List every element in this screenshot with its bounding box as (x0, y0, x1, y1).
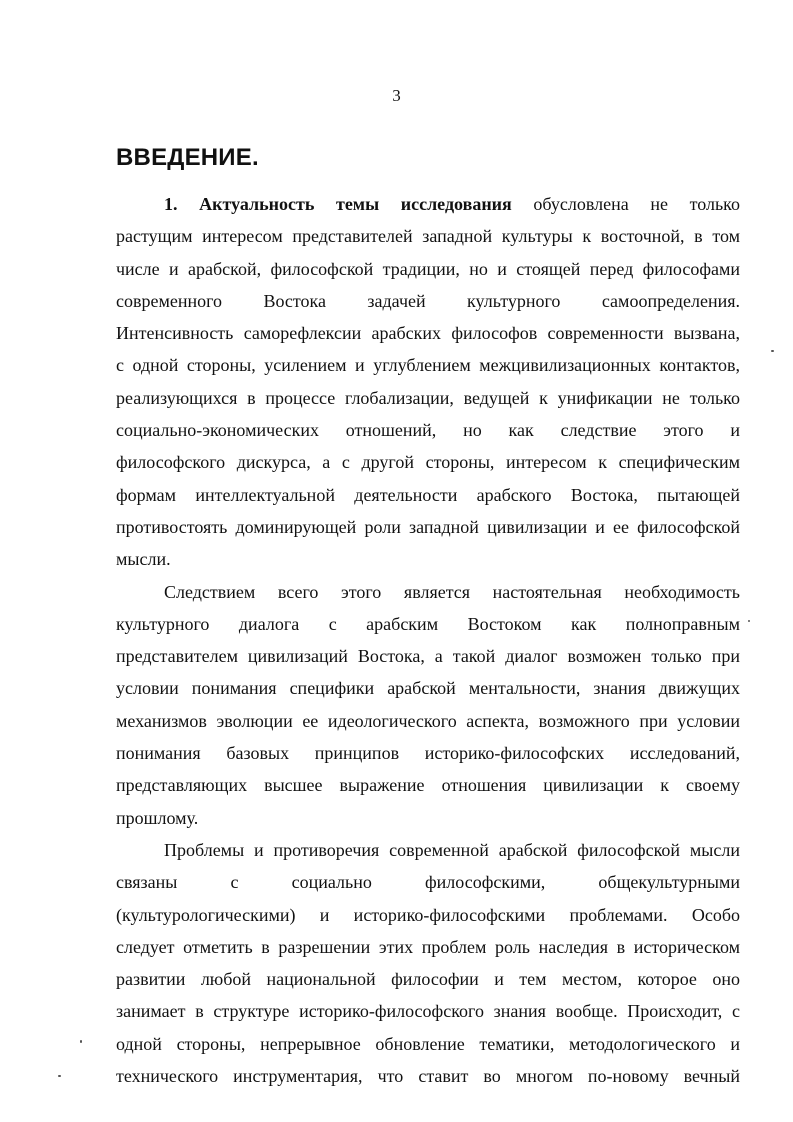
paragraph-3 (116, 834, 740, 1092)
text-line: следует отметить в разрешении этих проблем роль наследия в историческом (116, 936, 740, 957)
text-line: связаны с социально философскими, общекультурными (116, 872, 740, 893)
text-line: Проблемы и противоречия современной арабской философской мысли (164, 839, 740, 860)
text-line: мысли. (116, 549, 171, 570)
text-line: механизмов эволюции ее идеологического аспекта, возможного при условии (116, 710, 740, 731)
page-number: 3 (392, 86, 401, 105)
text-line: Интенсивность саморефлексии арабских философов современности вызвана, (116, 323, 740, 344)
scan-speck (58, 1075, 61, 1077)
text-line: с одной стороны, усилением и углублением межцивилизационных контактов, (116, 355, 740, 376)
text-line: развитии любой национальной философии и тем местом, которое оно (116, 969, 740, 990)
text-span: обусловлена не только (511, 194, 740, 214)
text-line: современного Востока задачей культурного самоопределения. (116, 290, 740, 311)
scan-speck (748, 620, 750, 622)
bold-lead: 1. Актуальность темы исследования (164, 194, 512, 214)
text-line: понимания базовых принципов историко-философских исследований, (116, 743, 740, 764)
text-line: формам интеллектуальной деятельности арабского Востока, пытающей (116, 484, 740, 505)
text-line: Следствием всего этого является настоятельная необходимость (164, 581, 740, 602)
scan-speck (80, 1040, 82, 1043)
text-line: противостоять доминирующей роли западной цивилизации и ее философской (116, 516, 740, 537)
scan-speck (771, 350, 774, 352)
text-line: философского дискурса, а с другой стороны, интересом к специфическим (116, 452, 740, 473)
text-line: технического инструментария, что ставит во многом по-новому вечный (116, 1066, 740, 1087)
text-line (116, 188, 740, 220)
paragraph-2 (116, 576, 740, 834)
text-line: социально-экономических отношений, но как следствие этого и (116, 420, 740, 441)
text-line: условии понимания специфики арабской ментальности, знания движущих (116, 678, 740, 699)
text-line: занимает в структуре историко-философского знания вообще. Происходит, с (116, 1001, 740, 1022)
text-line: растущим интересом представителей западной культуры к восточной, в том (116, 226, 740, 247)
text-line: числе и арабской, философской традиции, но и стоящей перед философами (116, 258, 740, 279)
text-line: прошлому. (116, 807, 199, 828)
document-body (116, 188, 740, 1092)
text-line: (культурологическими) и историко-философскими проблемами. Особо (116, 904, 740, 925)
text-line: представителем цивилизаций Востока, а такой диалог возможен только при (116, 646, 740, 667)
paragraph-1 (116, 188, 740, 576)
text-line: одной стороны, непрерывное обновление тематики, методологического и (116, 1033, 740, 1054)
text-line: реализующихся в процессе глобализации, ведущей к унификации не только (116, 387, 740, 408)
text-line: представляющих высшее выражение отношения цивилизации к своему (116, 775, 740, 796)
section-heading: ВВЕДЕНИЕ. (116, 144, 259, 171)
text-line: культурного диалога с арабским Востоком как полноправным (116, 613, 740, 634)
